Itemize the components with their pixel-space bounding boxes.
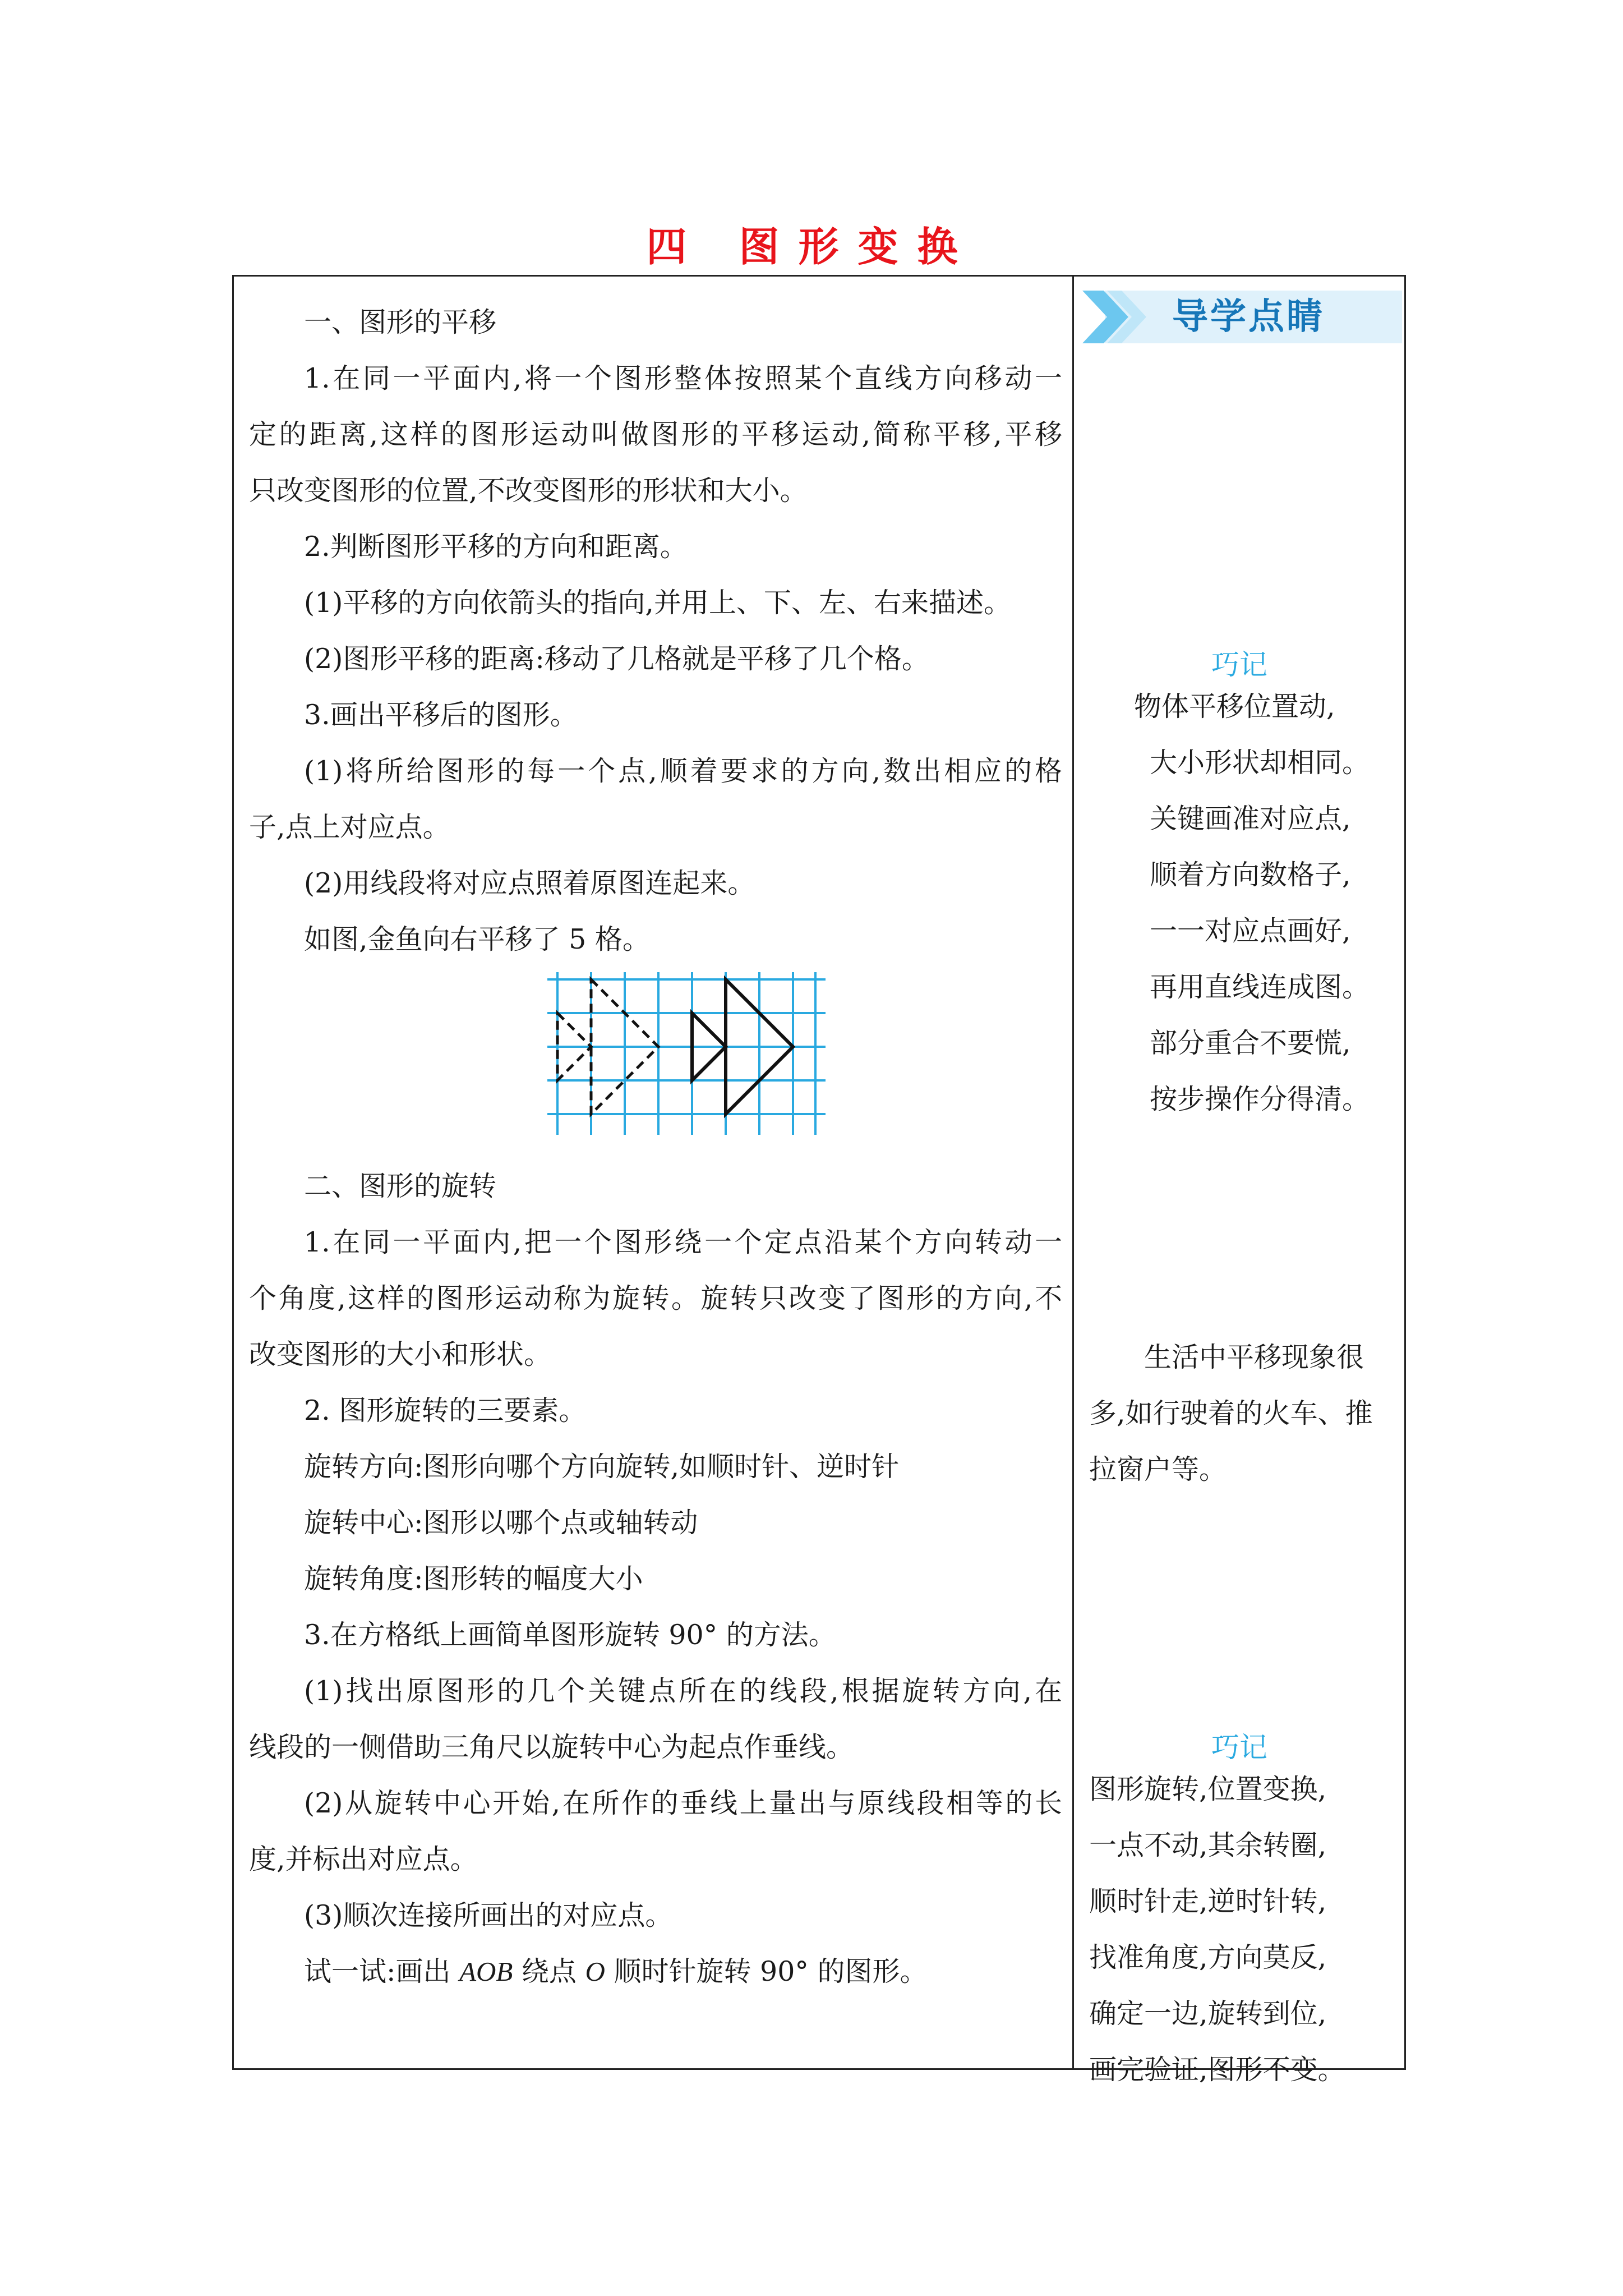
text-line: (1)平移的方向依箭头的指向,并用上、下、左、右来描述。 <box>304 587 1011 619</box>
verse-line: 部分重合不要慌, <box>1150 1027 1351 1059</box>
text-line: (3)顺次连接所画出的对应点。 <box>304 1899 673 1931</box>
note-line: 拉窗户等。 <box>1089 1453 1227 1485</box>
tip-verse <box>1089 1761 1345 2098</box>
main-column <box>249 295 1062 2000</box>
try-suffix: 顺时针旋转 90° 的图形。 <box>605 1955 928 1987</box>
point-label: O <box>585 1956 605 1987</box>
page-title: 四 图形变换 <box>646 223 977 270</box>
section-heading-translation: 一、图形的平移 <box>304 306 497 338</box>
text-line: 3.在方格纸上画简单图形旋转 90° 的方法。 <box>304 1619 836 1651</box>
verse-line: 确定一边,旋转到位, <box>1089 1998 1327 2030</box>
text-line: (1)将所给图形的每一个点,顺着要求的方向,数出相应的格 <box>304 755 1062 787</box>
goldfish-grid-diagram <box>547 972 826 1135</box>
column-divider <box>1072 275 1074 2070</box>
verse-line: 顺时针走,逆时针转, <box>1089 1885 1327 1917</box>
example-caption: 如图,金鱼向右平移了 5 格。 <box>304 923 650 955</box>
text-line: 3.画出平移后的图形。 <box>304 699 578 731</box>
try-it-exercise <box>249 1944 1062 2000</box>
verse-line: 图形旋转,位置变换, <box>1089 1773 1327 1805</box>
try-mid: 绕点 <box>513 1955 585 1987</box>
text-line: 改变图形的大小和形状。 <box>249 1338 552 1370</box>
text-line: (2)从旋转中心开始,在所作的垂线上量出与原线段相等的长 <box>304 1787 1062 1819</box>
sidebar-banner-title: 导学点睛 <box>1172 296 1325 338</box>
verse-line: 找准角度,方向莫反, <box>1089 1941 1327 1973</box>
text-line: 线段的一侧借助三角尺以旋转中心为起点作垂线。 <box>249 1731 854 1763</box>
tip-title: 巧记 <box>1211 1731 1267 1764</box>
tip-verse <box>1134 679 1370 1128</box>
verse-line: 顺着方向数格子, <box>1150 859 1351 891</box>
translation-figure <box>249 968 1062 1158</box>
verse-line: 再用直线连成图。 <box>1150 971 1370 1003</box>
text-line: (2)图形平移的距离:移动了几格就是平移了几个格。 <box>304 643 929 675</box>
note-line: 多,如行驶着的火车、推 <box>1089 1397 1373 1429</box>
text-line: 子,点上对应点。 <box>249 811 450 843</box>
section-heading-rotation: 二、图形的旋转 <box>304 1170 497 1202</box>
verse-line: 画完验证,图形不变。 <box>1089 2054 1345 2086</box>
text-line: 1.在同一平面内,将一个图形整体按照某个直线方向移动一 <box>304 362 1062 394</box>
text-line: 1.在同一平面内,把一个图形绕一个定点沿某个方向转动一 <box>304 1226 1062 1258</box>
text-line: 定的距离,这样的图形运动叫做图形的平移运动,简称平移,平移 <box>249 418 1062 450</box>
try-prefix: 试一试:画出 <box>304 1955 460 1987</box>
tip-title: 巧记 <box>1211 648 1267 681</box>
verse-line: 物体平移位置动, <box>1134 691 1335 723</box>
grid-lines <box>547 972 826 1135</box>
verse-line: 关键画准对应点, <box>1150 803 1351 835</box>
verse-line: 按步操作分得清。 <box>1150 1083 1370 1115</box>
text-line: 2.判断图形平移的方向和距离。 <box>304 531 688 563</box>
text-line: 旋转方向:图形向哪个方向旋转,如顺时针、逆时针 <box>304 1451 900 1483</box>
shape-label: AOB <box>459 1956 513 1987</box>
verse-line: 一点不动,其余转圈, <box>1089 1829 1327 1861</box>
text-line: (2)用线段将对应点照着原图连起来。 <box>304 867 755 899</box>
verse-line: 一一对应点画好, <box>1150 915 1351 947</box>
text-line: 2. 图形旋转的三要素。 <box>304 1395 587 1427</box>
text-line: 旋转角度:图形转的幅度大小 <box>304 1563 643 1595</box>
translation-note <box>1089 1329 1373 1498</box>
text-line: 旋转中心:图形以哪个点或轴转动 <box>304 1507 698 1539</box>
text-line: 度,并标出对应点。 <box>249 1843 478 1875</box>
text-line: 个角度,这样的图形运动称为旋转。旋转只改变了图形的方向,不 <box>249 1282 1062 1314</box>
note-line: 生活中平移现象很 <box>1144 1341 1364 1373</box>
text-line: 只改变图形的位置,不改变图形的形状和大小。 <box>249 475 808 507</box>
text-line: (1)找出原图形的几个关键点所在的线段,根据旋转方向,在 <box>304 1675 1062 1707</box>
verse-line: 大小形状却相同。 <box>1150 747 1370 779</box>
